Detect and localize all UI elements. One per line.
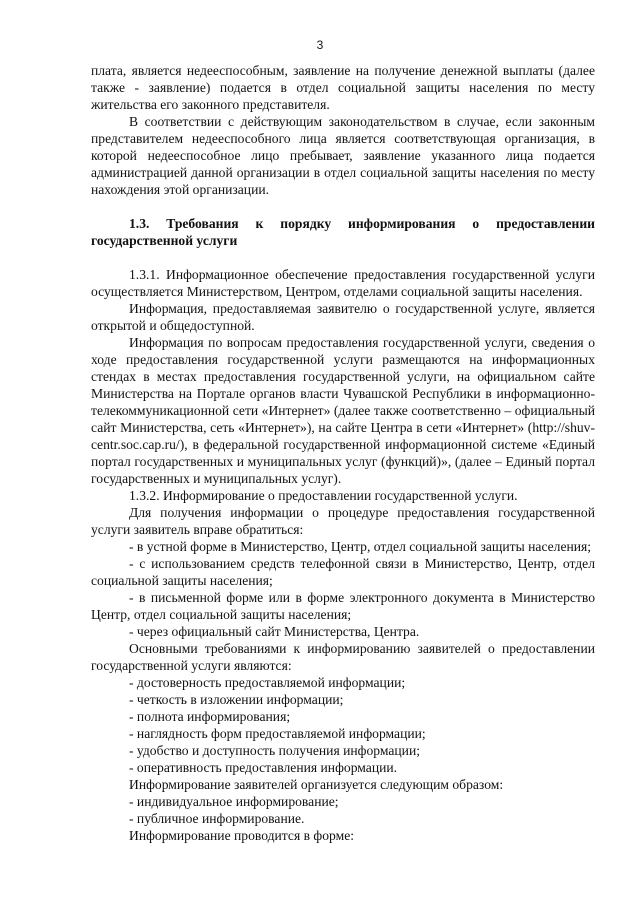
- paragraph-continuation: плата, является недееспособным, заявление на получение денежной выплаты (далее также - заявление) подается в отдел социальной защиты населения по месту жительства его законного представителя.: [91, 63, 595, 112]
- list-item: - наглядность форм предоставляемой информации;: [129, 726, 426, 741]
- paragraph: Информирование проводится в форме:: [129, 828, 355, 843]
- list-item: - с использованием средств телефонной связи в Министерство, Центр, отдел социальной защиты населения;: [91, 556, 595, 588]
- list-item: - четкость в изложении информации;: [129, 692, 344, 707]
- paragraph: Информация, предоставляемая заявителю о государственной услуге, является открытой и общедоступной.: [91, 301, 595, 333]
- paragraph: В соответствии с действующим законодательством в случае, если законным представителем недееспособного лица является соответствующая организация, в которой недееспособное лицо пребывает, заявление указанного лица подается администрацией данной организации в отдел социальной защиты населения по месту нахождения этой организации.: [91, 114, 595, 197]
- list-item: - в устной форме в Министерство, Центр, отдел социальной защиты населения;: [129, 539, 592, 554]
- list-item: - достоверность предоставляемой информации;: [129, 675, 406, 690]
- paragraph: Информирование заявителей организуется следующим образом:: [129, 777, 504, 792]
- list-item: - публичное информирование.: [129, 811, 305, 826]
- document-body: [91, 62, 595, 844]
- list-item: - полнота информирования;: [129, 709, 291, 724]
- list-item: - оперативность предоставления информации.: [129, 760, 398, 775]
- paragraph: Основными требованиями к информированию заявителей о предоставлении государственной услуги являются:: [91, 641, 595, 673]
- paragraph: 1.3.2. Информирование о предоставлении государственной услуги.: [129, 488, 518, 503]
- paragraph: 1.3.1. Информационное обеспечение предоставления государственной услуги осуществляется Министерством, Центром, отделами социальной защиты населения.: [91, 267, 595, 299]
- section-heading: 1.3. Требования к порядку информирования о предоставлении государственной услуги: [91, 216, 595, 248]
- list-item: - индивидуальное информирование;: [129, 794, 339, 809]
- list-item: - через официальный сайт Министерства, Центра.: [129, 624, 420, 639]
- paragraph: Информация по вопросам предоставления государственной услуги, сведения о ходе предоставления государственной услуги размещаются на информационных стендах в местах предоставления государственной услуги, на официальном сайте Министерства на Портале органов власти Чувашской Республики в информационно-телекоммуникационной сети «Интернет» (далее также соответственно – официальный сайт Министерства, сеть «Интернет»), на сайте Центра в сети «Интернет» (http://shuv-centr.soc.cap.ru/), в федеральной государственной информационной системе «Единый портал государственных и муниципальных услуг (функций)», (далее – Единый портал государственных и муниципальных услуг).: [91, 335, 595, 486]
- list-item: - в письменной форме или в форме электронного документа в Министерство Центр, отдел социальной защиты населения;: [91, 590, 595, 622]
- page-number: 3: [316, 38, 324, 52]
- list-item: - удобство и доступность получения информации;: [129, 743, 420, 758]
- paragraph: Для получения информации о процедуре предоставления государственной услуги заявитель вправе обратиться:: [91, 505, 595, 537]
